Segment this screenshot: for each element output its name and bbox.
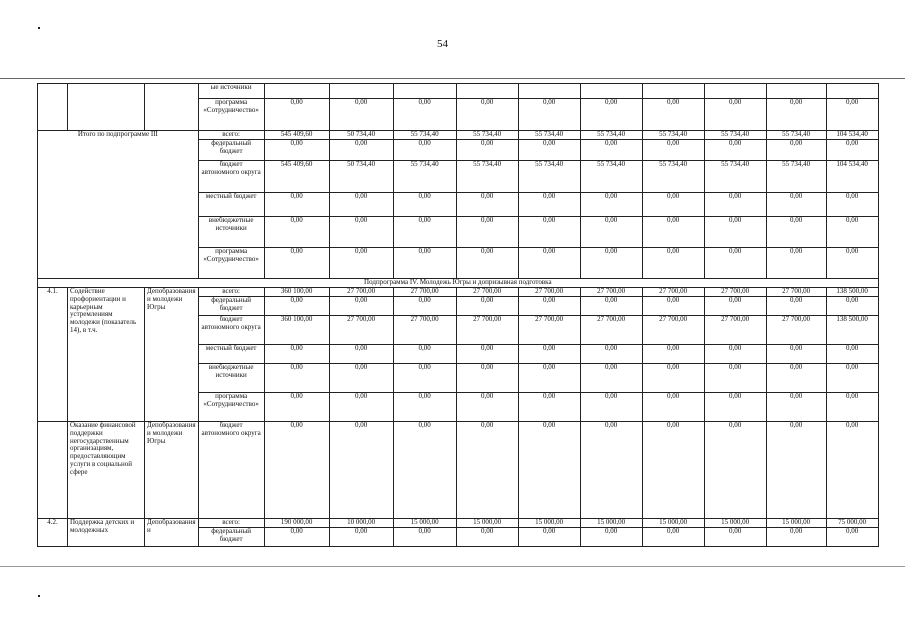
value-cell: 0,00: [580, 140, 642, 161]
value-cell: 0,00: [393, 217, 456, 248]
value-cell: 55 734,40: [393, 161, 456, 193]
source-cell: внебюджетные источники: [198, 217, 264, 248]
value-cell: 190 000,00: [264, 519, 329, 528]
value-cell: 0,00: [766, 248, 826, 279]
value-cell: 0,00: [264, 422, 329, 519]
row-number: 4.1.: [38, 288, 68, 422]
value-cell: 27 700,00: [518, 288, 580, 297]
value-cell: 0,00: [766, 422, 826, 519]
value-cell: 138 500,00: [826, 288, 878, 297]
value-cell: 0,00: [642, 140, 704, 161]
value-cell: 0,00: [393, 345, 456, 364]
value-cell: 27 700,00: [766, 316, 826, 345]
value-cell: 0,00: [456, 422, 518, 519]
value-cell: 0,00: [264, 99, 329, 131]
value-cell: 0,00: [393, 297, 456, 316]
value-cell: 27 700,00: [580, 316, 642, 345]
value-cell: 0,00: [518, 364, 580, 393]
value-cell: 0,00: [766, 364, 826, 393]
value-cell: 0,00: [456, 393, 518, 422]
event-name: Содействие профориентации и карьерным устремлениям молодежи (показатель 14), в т.ч.: [68, 288, 145, 422]
value-cell: 55 734,40: [766, 161, 826, 193]
value-cell: 15 000,00: [642, 519, 704, 528]
value-cell: [826, 84, 878, 99]
value-cell: 0,00: [704, 217, 766, 248]
source-cell: программа «Сотрудничество»: [198, 99, 264, 131]
value-cell: 50 734,40: [329, 161, 393, 193]
value-cell: 545 409,60: [264, 161, 329, 193]
value-cell: 0,00: [642, 528, 704, 547]
value-cell: 0,00: [329, 393, 393, 422]
source-cell: внебюджетные источники: [198, 364, 264, 393]
value-cell: 0,00: [704, 193, 766, 217]
source-cell: местный бюджет: [198, 193, 264, 217]
value-cell: 545 409,60: [264, 131, 329, 140]
value-cell: 27 700,00: [393, 288, 456, 297]
value-cell: 0,00: [393, 99, 456, 131]
value-cell: 55 734,40: [456, 161, 518, 193]
value-cell: 0,00: [766, 140, 826, 161]
source-cell: ые источники: [198, 84, 264, 99]
value-cell: 0,00: [264, 140, 329, 161]
source-cell: программа «Сотрудничество»: [198, 393, 264, 422]
value-cell: 0,00: [329, 193, 393, 217]
executor-name: Депобразования и молодежи Югры: [145, 288, 199, 422]
value-cell: 0,00: [704, 297, 766, 316]
source-cell: федеральный бюджет: [198, 140, 264, 161]
value-cell: 0,00: [642, 248, 704, 279]
value-cell: 0,00: [826, 297, 878, 316]
value-cell: 55 734,40: [580, 131, 642, 140]
value-cell: 27 700,00: [704, 316, 766, 345]
value-cell: 0,00: [580, 345, 642, 364]
value-cell: 0,00: [329, 297, 393, 316]
value-cell: 0,00: [329, 422, 393, 519]
value-cell: 0,00: [329, 345, 393, 364]
value-cell: 0,00: [704, 99, 766, 131]
value-cell: 0,00: [642, 99, 704, 131]
value-cell: 27 700,00: [766, 288, 826, 297]
value-cell: 27 700,00: [329, 316, 393, 345]
value-cell: 0,00: [826, 393, 878, 422]
value-cell: 0,00: [826, 217, 878, 248]
value-cell: 55 734,40: [580, 161, 642, 193]
subtotal-label: Итого по подпрограмме III: [38, 131, 199, 279]
value-cell: 0,00: [642, 193, 704, 217]
value-cell: 104 534,40: [826, 161, 878, 193]
value-cell: 0,00: [393, 393, 456, 422]
value-cell: 55 734,40: [456, 131, 518, 140]
source-cell: федеральный бюджет: [198, 528, 264, 547]
value-cell: [393, 84, 456, 99]
value-cell: 10 000,00: [329, 519, 393, 528]
value-cell: 0,00: [264, 248, 329, 279]
value-cell: 0,00: [329, 364, 393, 393]
value-cell: [766, 84, 826, 99]
value-cell: [329, 84, 393, 99]
value-cell: 0,00: [580, 99, 642, 131]
value-cell: 138 500,00: [826, 316, 878, 345]
value-cell: [264, 84, 329, 99]
value-cell: 0,00: [642, 297, 704, 316]
value-cell: 0,00: [329, 528, 393, 547]
table-row: [38, 519, 879, 528]
budget-table: [37, 83, 879, 547]
source-cell: федеральный бюджет: [198, 297, 264, 316]
value-cell: 0,00: [642, 393, 704, 422]
source-cell: всего:: [198, 519, 264, 528]
value-cell: 0,00: [518, 248, 580, 279]
executor-name: Депобразования и: [145, 519, 199, 547]
value-cell: 0,00: [580, 217, 642, 248]
value-cell: 0,00: [580, 422, 642, 519]
value-cell: 0,00: [264, 297, 329, 316]
value-cell: 55 734,40: [518, 131, 580, 140]
event-name: Оказание финансовой поддержки негосударственным организациям, предоставляющим услуги в социальной сфере: [68, 422, 145, 519]
source-cell: всего:: [198, 131, 264, 140]
value-cell: 0,00: [826, 528, 878, 547]
value-cell: 0,00: [393, 193, 456, 217]
value-cell: 0,00: [264, 393, 329, 422]
page-number: 54: [437, 38, 448, 50]
value-cell: 0,00: [580, 297, 642, 316]
value-cell: 55 734,40: [704, 131, 766, 140]
table-row: [38, 131, 879, 140]
value-cell: 0,00: [704, 140, 766, 161]
value-cell: 0,00: [393, 422, 456, 519]
scan-speck: [38, 27, 40, 29]
value-cell: 0,00: [580, 193, 642, 217]
value-cell: 0,00: [393, 528, 456, 547]
value-cell: 0,00: [642, 217, 704, 248]
value-cell: 0,00: [642, 422, 704, 519]
value-cell: 0,00: [826, 99, 878, 131]
value-cell: 0,00: [704, 422, 766, 519]
value-cell: 0,00: [518, 99, 580, 131]
value-cell: 0,00: [704, 345, 766, 364]
value-cell: 0,00: [456, 140, 518, 161]
event-name: Поддержка детских и молодежных: [68, 519, 145, 547]
value-cell: 0,00: [580, 364, 642, 393]
value-cell: 0,00: [518, 393, 580, 422]
value-cell: 0,00: [766, 217, 826, 248]
value-cell: 0,00: [766, 393, 826, 422]
value-cell: 0,00: [704, 364, 766, 393]
footer-rule: [0, 566, 905, 567]
value-cell: 0,00: [826, 345, 878, 364]
value-cell: 0,00: [580, 528, 642, 547]
value-cell: [642, 84, 704, 99]
source-cell: бюджет автономного округа: [198, 422, 264, 519]
source-cell: местный бюджет: [198, 345, 264, 364]
value-cell: 15 000,00: [766, 519, 826, 528]
value-cell: 15 000,00: [704, 519, 766, 528]
source-cell: программа «Сотрудничество»: [198, 248, 264, 279]
value-cell: 27 700,00: [642, 316, 704, 345]
value-cell: 0,00: [826, 364, 878, 393]
value-cell: 27 700,00: [329, 288, 393, 297]
value-cell: 0,00: [826, 422, 878, 519]
value-cell: 0,00: [518, 217, 580, 248]
value-cell: 0,00: [580, 393, 642, 422]
value-cell: 0,00: [518, 422, 580, 519]
value-cell: 0,00: [826, 193, 878, 217]
row-number: 4.2.: [38, 519, 68, 547]
executor-name: Депобразования и молодежи Югры: [145, 422, 199, 519]
value-cell: [580, 84, 642, 99]
value-cell: 0,00: [264, 193, 329, 217]
subprogram-title: Подпрограмма IV. Молодежь Югры и допризывная подготовка: [38, 279, 879, 288]
value-cell: 0,00: [456, 217, 518, 248]
value-cell: 0,00: [456, 345, 518, 364]
value-cell: 0,00: [456, 248, 518, 279]
value-cell: 360 100,00: [264, 316, 329, 345]
scan-speck: [38, 595, 40, 597]
value-cell: 0,00: [826, 140, 878, 161]
value-cell: 0,00: [704, 248, 766, 279]
value-cell: 0,00: [518, 528, 580, 547]
value-cell: 0,00: [826, 248, 878, 279]
value-cell: 15 000,00: [456, 519, 518, 528]
value-cell: 55 734,40: [642, 131, 704, 140]
value-cell: 27 700,00: [456, 288, 518, 297]
table-body: [38, 84, 879, 547]
value-cell: [704, 84, 766, 99]
value-cell: 0,00: [580, 248, 642, 279]
value-cell: 15 000,00: [393, 519, 456, 528]
name-cell: [68, 84, 145, 131]
value-cell: 0,00: [264, 364, 329, 393]
value-cell: 0,00: [642, 345, 704, 364]
value-cell: 27 700,00: [704, 288, 766, 297]
executor-cell: [145, 84, 199, 131]
value-cell: 0,00: [456, 99, 518, 131]
value-cell: 0,00: [329, 248, 393, 279]
value-cell: 0,00: [264, 217, 329, 248]
value-cell: 0,00: [518, 193, 580, 217]
value-cell: 360 100,00: [264, 288, 329, 297]
source-cell: бюджет автономного округа: [198, 161, 264, 193]
source-cell: всего:: [198, 288, 264, 297]
table-row: [38, 422, 879, 519]
value-cell: 0,00: [518, 140, 580, 161]
header-rule: [0, 78, 905, 79]
value-cell: 104 534,40: [826, 131, 878, 140]
value-cell: 50 734,40: [329, 131, 393, 140]
value-cell: 27 700,00: [518, 316, 580, 345]
value-cell: 0,00: [518, 345, 580, 364]
table-row: [38, 84, 879, 99]
value-cell: 55 734,40: [704, 161, 766, 193]
source-cell: бюджет автономного округа: [198, 316, 264, 345]
value-cell: [518, 84, 580, 99]
value-cell: 0,00: [766, 99, 826, 131]
table-row: [38, 288, 879, 297]
value-cell: 0,00: [329, 217, 393, 248]
value-cell: 0,00: [704, 393, 766, 422]
value-cell: 0,00: [766, 297, 826, 316]
value-cell: 0,00: [329, 140, 393, 161]
value-cell: 0,00: [456, 297, 518, 316]
value-cell: 0,00: [704, 528, 766, 547]
value-cell: 0,00: [264, 528, 329, 547]
value-cell: 0,00: [393, 248, 456, 279]
value-cell: 0,00: [456, 364, 518, 393]
value-cell: 0,00: [329, 99, 393, 131]
value-cell: 0,00: [393, 364, 456, 393]
num-cell: [38, 84, 68, 131]
value-cell: 0,00: [766, 528, 826, 547]
value-cell: 0,00: [393, 140, 456, 161]
value-cell: 75 000,00: [826, 519, 878, 528]
value-cell: 0,00: [456, 193, 518, 217]
value-cell: 27 700,00: [456, 316, 518, 345]
section-row: [38, 279, 879, 288]
value-cell: 55 734,40: [393, 131, 456, 140]
value-cell: 15 000,00: [580, 519, 642, 528]
value-cell: [456, 84, 518, 99]
value-cell: 55 734,40: [518, 161, 580, 193]
value-cell: 27 700,00: [580, 288, 642, 297]
row-number: [38, 422, 68, 519]
value-cell: 0,00: [766, 345, 826, 364]
value-cell: 0,00: [642, 364, 704, 393]
value-cell: 0,00: [766, 193, 826, 217]
value-cell: 27 700,00: [642, 288, 704, 297]
value-cell: 0,00: [518, 297, 580, 316]
value-cell: 55 734,40: [766, 131, 826, 140]
value-cell: 0,00: [456, 528, 518, 547]
value-cell: 0,00: [264, 345, 329, 364]
value-cell: 15 000,00: [518, 519, 580, 528]
value-cell: 27 700,00: [393, 316, 456, 345]
value-cell: 55 734,40: [642, 161, 704, 193]
